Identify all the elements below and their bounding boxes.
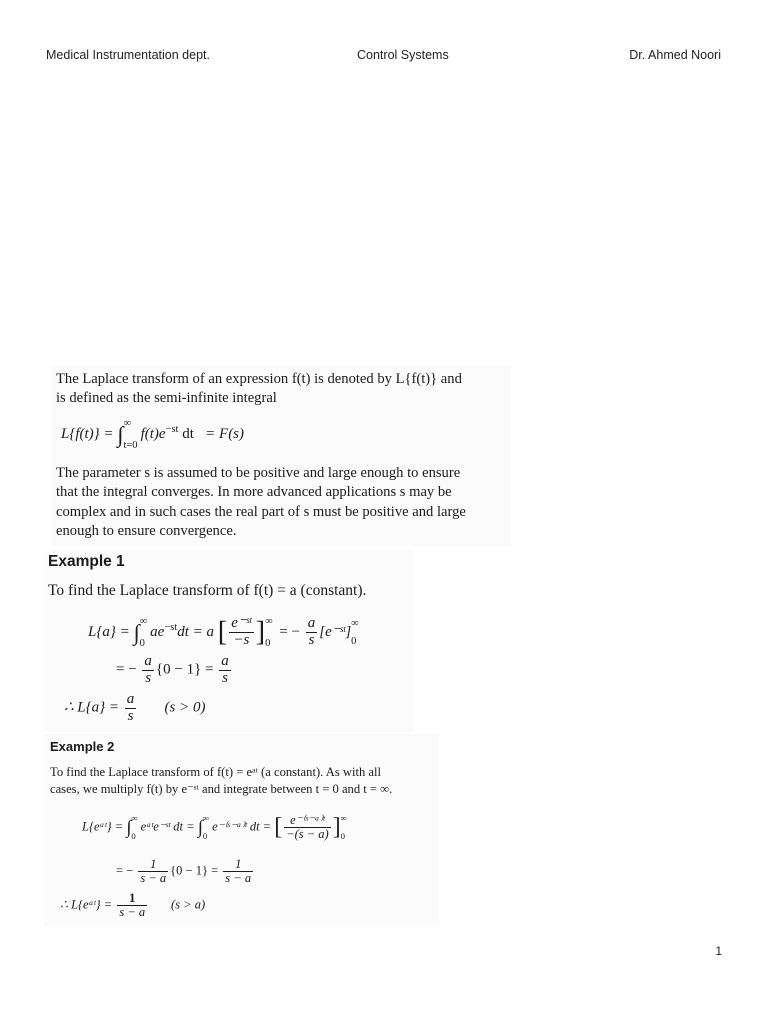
fraction — [125, 692, 137, 725]
integral-limits — [140, 616, 148, 649]
header-course: Control Systems — [357, 48, 449, 62]
tail-limits — [351, 618, 359, 647]
condition: (s > 0) — [164, 699, 206, 716]
denominator: s — [308, 632, 315, 649]
bracket-close: ] — [332, 814, 341, 841]
example-2-title: Example 2 — [50, 739, 115, 754]
upper-limit: ∞ — [351, 618, 359, 629]
integral-limits — [131, 814, 137, 841]
definition-paragraph — [56, 370, 462, 409]
exponent: −st — [165, 423, 179, 435]
lower-limit: 0 — [202, 830, 208, 841]
fraction — [284, 814, 331, 841]
text-line: The parameter s is assumed to be positive and large enough to ensure — [56, 465, 461, 481]
upper-limit: ∞ — [340, 813, 347, 823]
lower-limit: 0 — [265, 637, 271, 649]
integral-limits — [203, 814, 209, 841]
denominator: −s — [233, 632, 250, 649]
integral-sign: ∫ — [133, 619, 140, 645]
example-1-lead: To find the Laplace transform of f(t) = a (constant). — [48, 582, 367, 599]
eq-prefix: ∴ L{eᵃᵗ} = — [60, 897, 113, 912]
text-line: The Laplace transform of an expression f(t) is denoted by L{f(t)} and — [56, 371, 462, 387]
example-2-section — [44, 734, 439, 926]
eq-prefix: ∴ L{a} = — [64, 699, 120, 716]
lower-limit: 0 — [139, 637, 145, 649]
upper-limit: ∞ — [202, 813, 210, 823]
integral-sign: ∫ — [126, 816, 132, 838]
eq-lhs: L{a} = — [88, 623, 130, 640]
example-1-section — [44, 550, 414, 732]
upper-limit: ∞ — [123, 418, 131, 429]
lower-limit: t=0 — [123, 439, 138, 451]
bracket-limits — [265, 616, 273, 649]
integrand: f(t)e — [140, 425, 166, 442]
eq-prefix: = − — [116, 661, 137, 678]
bracket-limits — [341, 814, 347, 841]
eq-rhs: = F(s) — [205, 425, 245, 442]
example-1-equation-1 — [88, 616, 362, 649]
numerator: a — [126, 691, 135, 707]
upper-limit: ∞ — [265, 616, 273, 627]
upper-limit: ∞ — [131, 813, 138, 823]
text-line: that the integral converges. In more advanced applications s may be — [56, 484, 452, 501]
header-author: Dr. Ahmed Noori — [629, 48, 721, 62]
fraction — [219, 654, 231, 687]
text-line: enough to ensure convergence. — [56, 522, 237, 539]
example-2-lead — [50, 764, 392, 798]
convergence-paragraph — [56, 464, 466, 541]
denominator: s — [145, 669, 152, 686]
denominator: s − a — [119, 905, 146, 920]
numerator: 1 — [138, 858, 168, 872]
eq-mid: {0 − 1} = — [155, 661, 214, 678]
numerator: e⁻⁽ˢ⁻ᵃ⁾ᵗ — [284, 814, 331, 828]
denominator: −(s − a) — [286, 827, 329, 842]
example-2-result — [60, 892, 205, 919]
example-1-result — [64, 692, 205, 725]
tail-term: [e⁻ˢᵗ] — [319, 623, 352, 640]
example-2-equation-2 — [116, 858, 255, 885]
example-1-title: Example 1 — [48, 553, 125, 570]
eq-lhs: L{f(t)} = — [61, 425, 114, 442]
definition-equation — [61, 418, 244, 451]
fraction — [138, 858, 168, 885]
text-line: To find the Laplace transform of f(t) = eᵃᵗ (a constant). As with all — [50, 765, 382, 779]
integrand: eᵃᵗe⁻ˢᵗ dt = — [140, 819, 195, 834]
page-number: 1 — [715, 944, 722, 958]
header-department: Medical Instrumentation dept. — [46, 48, 210, 62]
numerator: 1 — [117, 892, 147, 906]
example-1-equation-2 — [116, 654, 233, 687]
integral-sign: ∫ — [197, 816, 203, 838]
text-line: is defined as the semi-infinite integral — [56, 390, 277, 407]
eq-sign: = − — [279, 623, 300, 640]
lower-limit: 0 — [340, 830, 346, 841]
text-line: cases, we multiply f(t) by e⁻ˢᵗ and integrate between t = 0 and t = ∞. — [50, 782, 393, 796]
bracket-close: ] — [255, 616, 266, 648]
fraction — [306, 616, 318, 649]
fraction — [117, 892, 147, 919]
fraction — [142, 654, 154, 687]
integrand: e⁻⁽ˢ⁻ᵃ⁾ᵗ dt = — [212, 819, 272, 834]
numerator: a — [221, 653, 229, 669]
denominator: s — [127, 707, 134, 724]
text-line: complex and in such cases the real part of s must be positive and large — [56, 503, 466, 520]
lower-limit: 0 — [131, 830, 136, 841]
integrand: ae — [150, 623, 165, 640]
numerator: 1 — [223, 858, 253, 872]
integral-limits — [123, 418, 137, 451]
dt-term: dt = a — [177, 623, 215, 640]
fraction — [229, 616, 253, 649]
bracket-open: [ — [274, 814, 283, 841]
numerator: e⁻ˢᵗ — [231, 615, 252, 632]
denominator: s — [222, 669, 228, 686]
denominator: s − a — [225, 871, 252, 886]
fraction — [223, 858, 253, 885]
eq-prefix: = − — [116, 863, 134, 878]
example-2-equation-1 — [82, 814, 350, 841]
differential: dt — [178, 425, 194, 442]
upper-limit: ∞ — [139, 616, 148, 627]
exponent: −st — [164, 621, 178, 633]
numerator: a — [307, 615, 316, 632]
laplace-definition-section — [51, 366, 511, 546]
condition: (s > a) — [171, 897, 206, 912]
lower-limit: 0 — [351, 635, 357, 647]
integral-sign: ∫ — [117, 421, 124, 447]
eq-mid: {0 − 1} = — [170, 863, 219, 878]
bracket-open: [ — [217, 616, 228, 648]
eq-lhs: L{eᵃᵗ} = — [82, 819, 124, 834]
denominator: s − a — [140, 871, 167, 886]
numerator: a — [144, 653, 152, 669]
